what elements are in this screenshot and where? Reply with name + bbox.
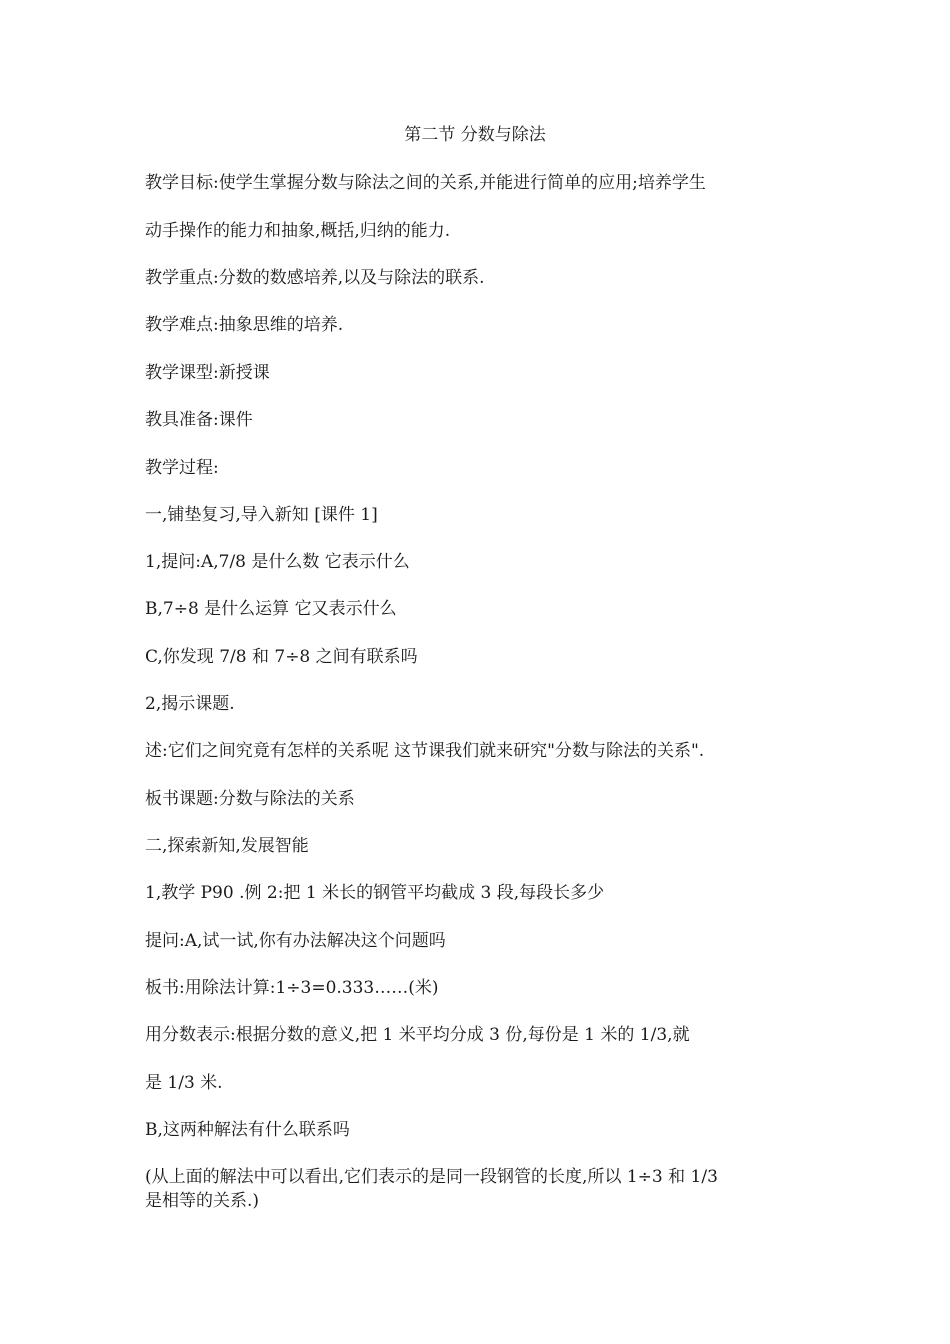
board-topic: 板书课题:分数与除法的关系 [145,789,355,809]
question-1a: 1,提问:A,7/8 是什么数 它表示什么 [145,552,410,572]
section-title: 第二节 分数与除法 [404,125,546,145]
fraction-representation-line-2: 是 1/3 米. [145,1073,223,1093]
teaching-aids: 教具准备:课件 [145,410,253,430]
teaching-process-heading: 教学过程: [145,458,219,478]
question-a: 提问:A,试一试,你有办法解决这个问题吗 [145,931,446,951]
question-b: B,这两种解法有什么联系吗 [145,1120,350,1140]
section-two-heading: 二,探索新知,发展智能 [145,836,309,856]
board-division: 板书:用除法计算:1÷3=0.333……(米) [145,978,439,998]
section-one-heading: 一,铺垫复习,导入新知 [课件 1] [145,505,378,525]
teaching-difficulty: 教学难点:抽象思维的培养. [145,315,344,335]
teaching-focus: 教学重点:分数的数感培养,以及与除法的联系. [145,268,485,288]
narration: 述:它们之间究竟有怎样的关系呢 这节课我们就来研究"分数与除法的关系". [145,741,705,761]
teaching-goal-line-2: 动手操作的能力和抽象,概括,归纳的能力. [145,221,451,241]
conclusion-line-2: 是相等的关系.) [145,1191,260,1211]
example-2: 1,教学 P90 .例 2:把 1 米长的钢管平均截成 3 段,每段长多少 [145,883,605,903]
lesson-type: 教学课型:新授课 [145,363,270,383]
fraction-representation-line-1: 用分数表示:根据分数的意义,把 1 米平均分成 3 份,每份是 1 米的 1/3,就 [145,1025,690,1045]
conclusion-line-1: (从上面的解法中可以看出,它们表示的是同一段钢管的长度,所以 1÷3 和 1/3 [145,1167,718,1187]
question-1c: C,你发现 7/8 和 7÷8 之间有联系吗 [145,647,418,667]
teaching-goal-line-1: 教学目标:使学生掌握分数与除法之间的关系,并能进行简单的应用;培养学生 [145,173,706,193]
reveal-topic: 2,揭示课题. [145,694,235,714]
question-1b: B,7÷8 是什么运算 它又表示什么 [145,599,397,619]
